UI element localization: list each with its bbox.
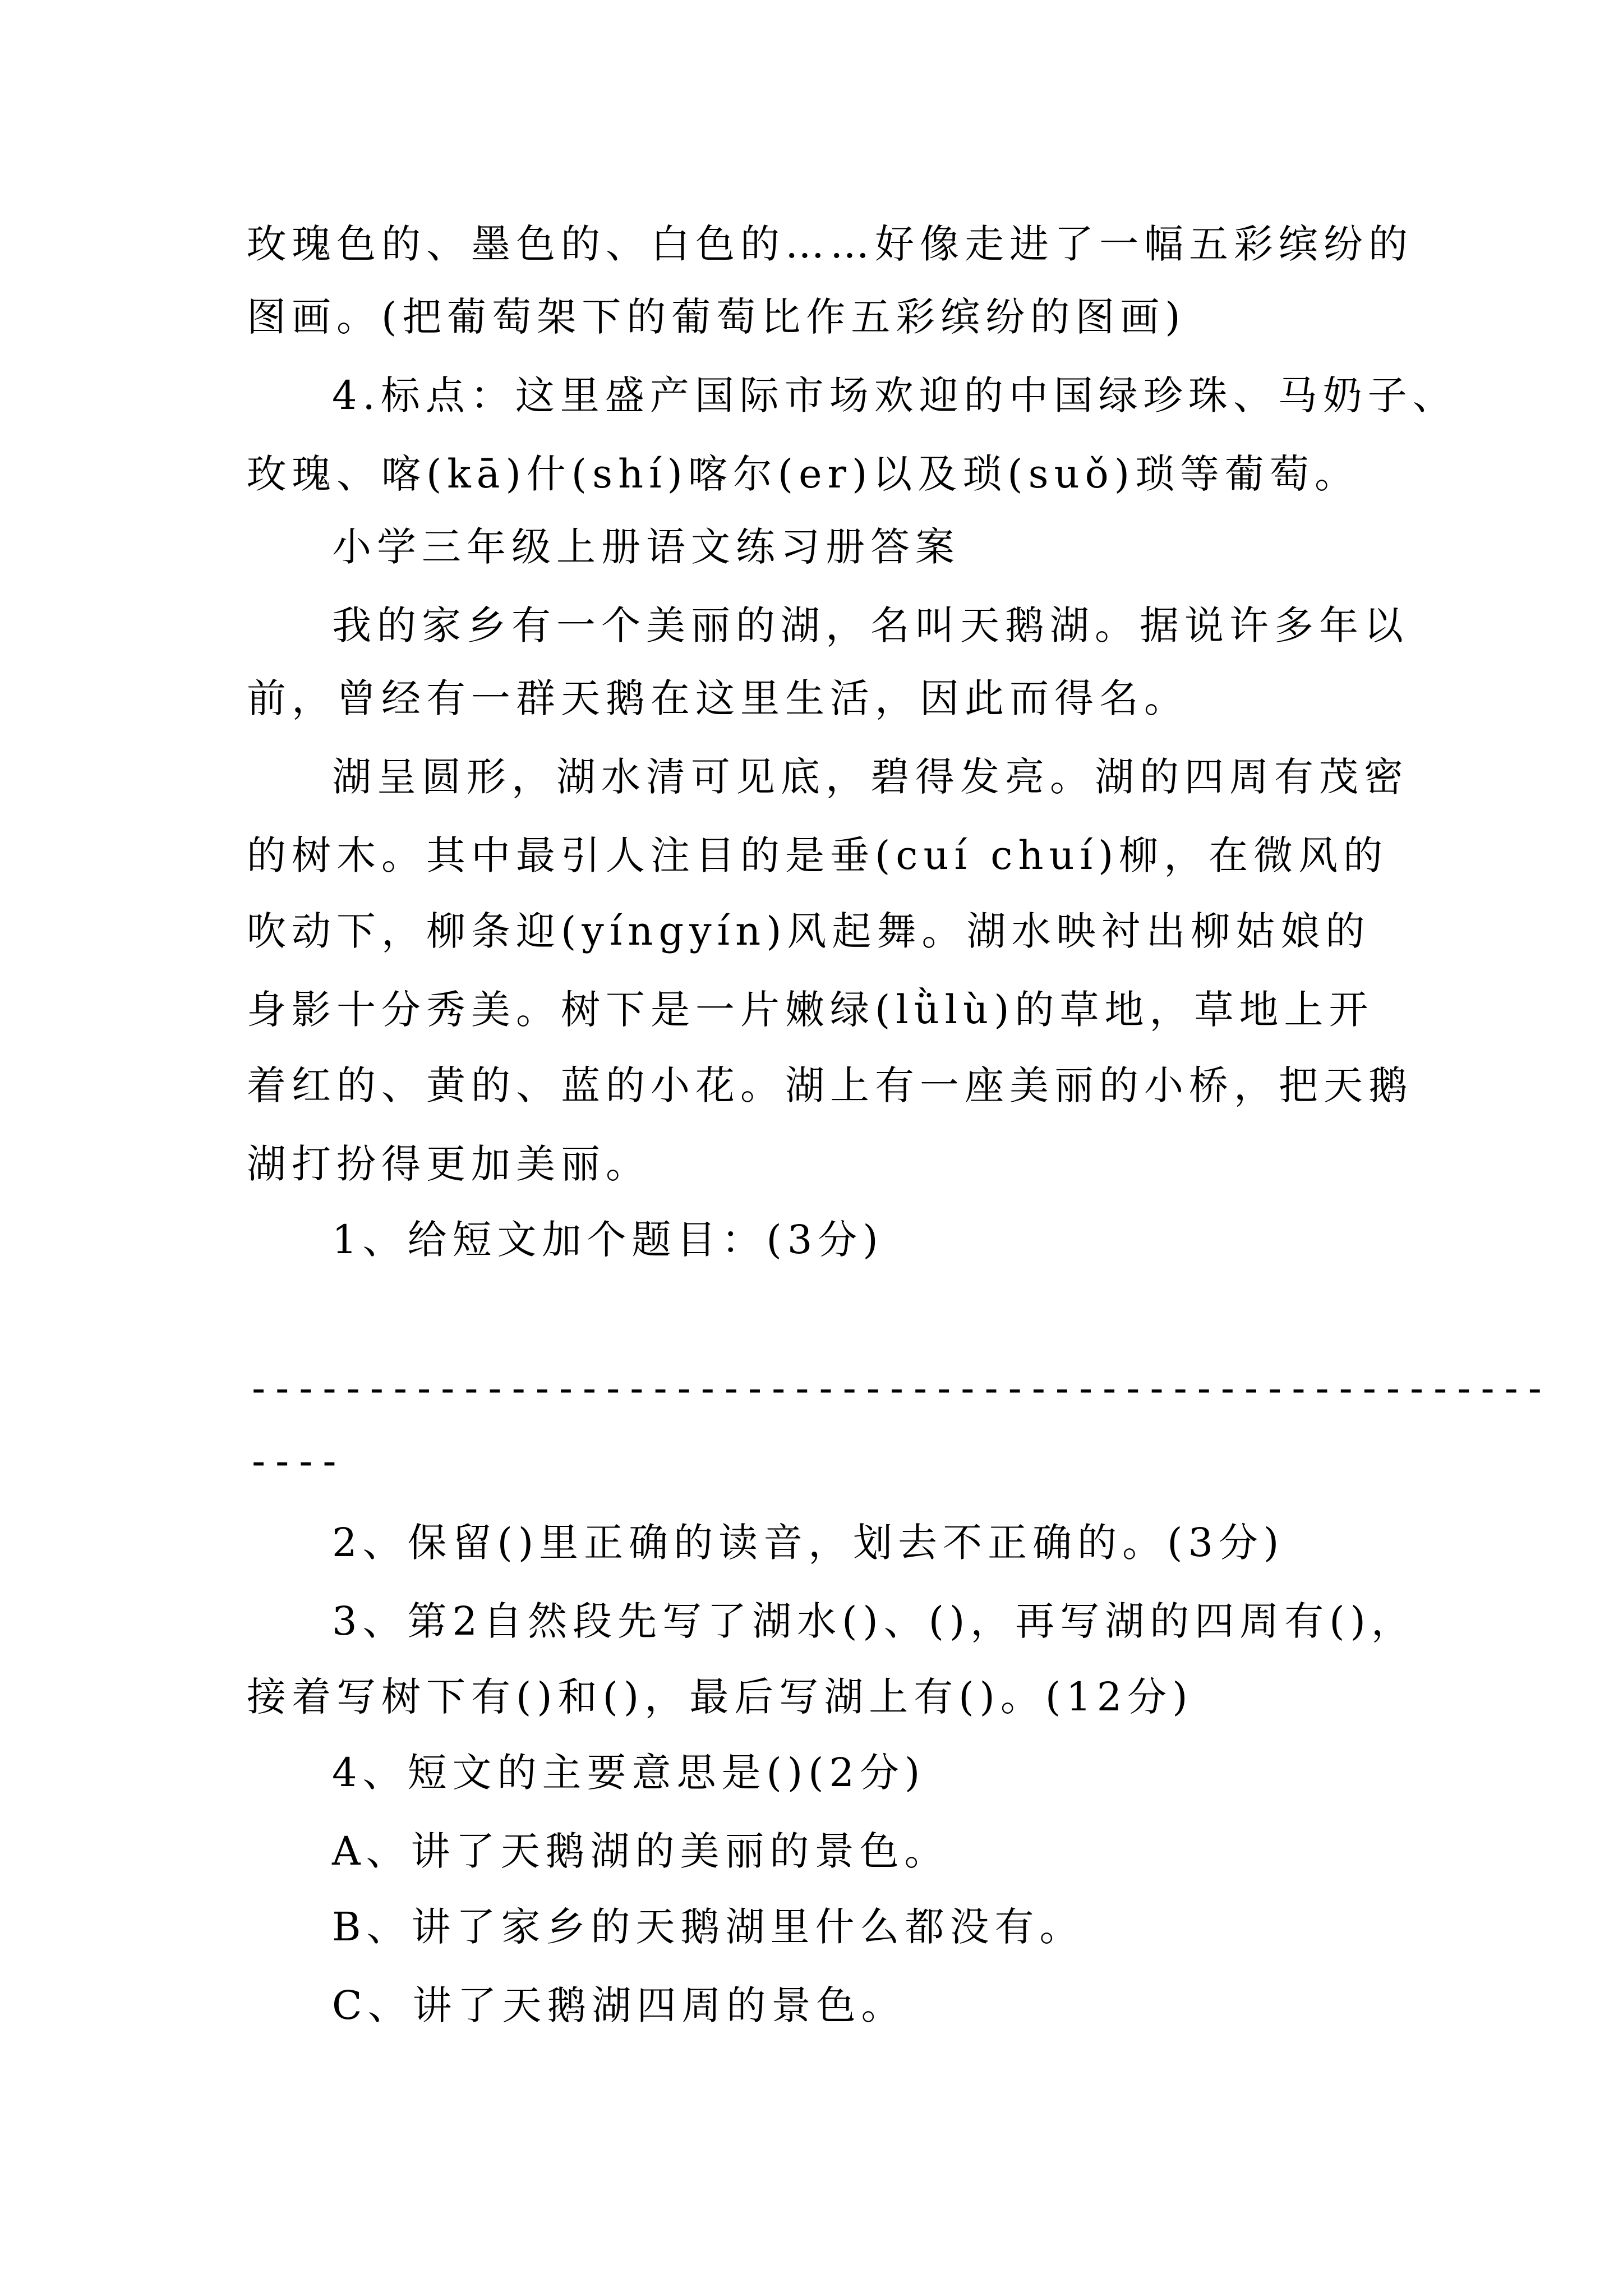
question-3: 3、第2自然段先写了湖水()、()，再写湖的四周有()， — [332, 1598, 1416, 1644]
text-line: 湖打扮得更加美丽。 — [247, 1141, 651, 1187]
text-line: 我的家乡有一个美丽的湖，名叫天鹅湖。据说许多年以 — [332, 602, 1409, 648]
text-line: 湖呈圆形，湖水清可见底，碧得发亮。湖的四周有茂密 — [332, 754, 1409, 800]
text-line: 接着写树下有()和()，最后写湖上有()。(12分) — [247, 1674, 1193, 1720]
text-line: 吹动下，柳条迎(yíngyín)风起舞。湖水映衬出柳姑娘的 — [247, 908, 1371, 954]
text-line: 前，曾经有一群天鹅在这里生活，因此而得名。 — [247, 675, 1189, 721]
option-c: C、讲了天鹅湖四周的景色。 — [332, 1982, 906, 2028]
text-line: 着红的、黄的、蓝的小花。湖上有一座美丽的小桥，把天鹅 — [247, 1062, 1413, 1108]
text-line: 4.标点：这里盛产国际市场欢迎的中国绿珍珠、马奶子、 — [332, 372, 1458, 418]
question-1: 1、给短文加个题目：(3分) — [332, 1217, 884, 1263]
text-line: 身影十分秀美。树下是一片嫩绿(lǜlù)的草地，草地上开 — [247, 987, 1374, 1033]
question-2: 2、保留()里正确的读音，划去不正确的。(3分) — [332, 1520, 1285, 1566]
answer-blank-line: ------------------------------------------------------- — [247, 1365, 1547, 1411]
text-line: 玫瑰、喀(kā)什(shí)喀尔(er)以及琐(suǒ)琐等葡萄。 — [247, 451, 1360, 497]
text-line: 图画。(把葡萄架下的葡萄比作五彩缤纷的图画) — [247, 294, 1186, 340]
option-a: A、讲了天鹅湖的美丽的景色。 — [332, 1828, 949, 1874]
answer-blank-line: ---- — [247, 1438, 342, 1484]
section-heading: 小学三年级上册语文练习册答案 — [332, 524, 960, 570]
option-b: B、讲了家乡的天鹅湖里什么都没有。 — [332, 1904, 1085, 1950]
text-line: 的树木。其中最引人注目的是垂(cuí chuí)柳，在微风的 — [247, 832, 1389, 878]
question-4: 4、短文的主要意思是()(2分) — [332, 1750, 926, 1796]
text-line: 玫瑰色的、墨色的、白色的……好像走进了一幅五彩缤纷的 — [247, 221, 1413, 267]
